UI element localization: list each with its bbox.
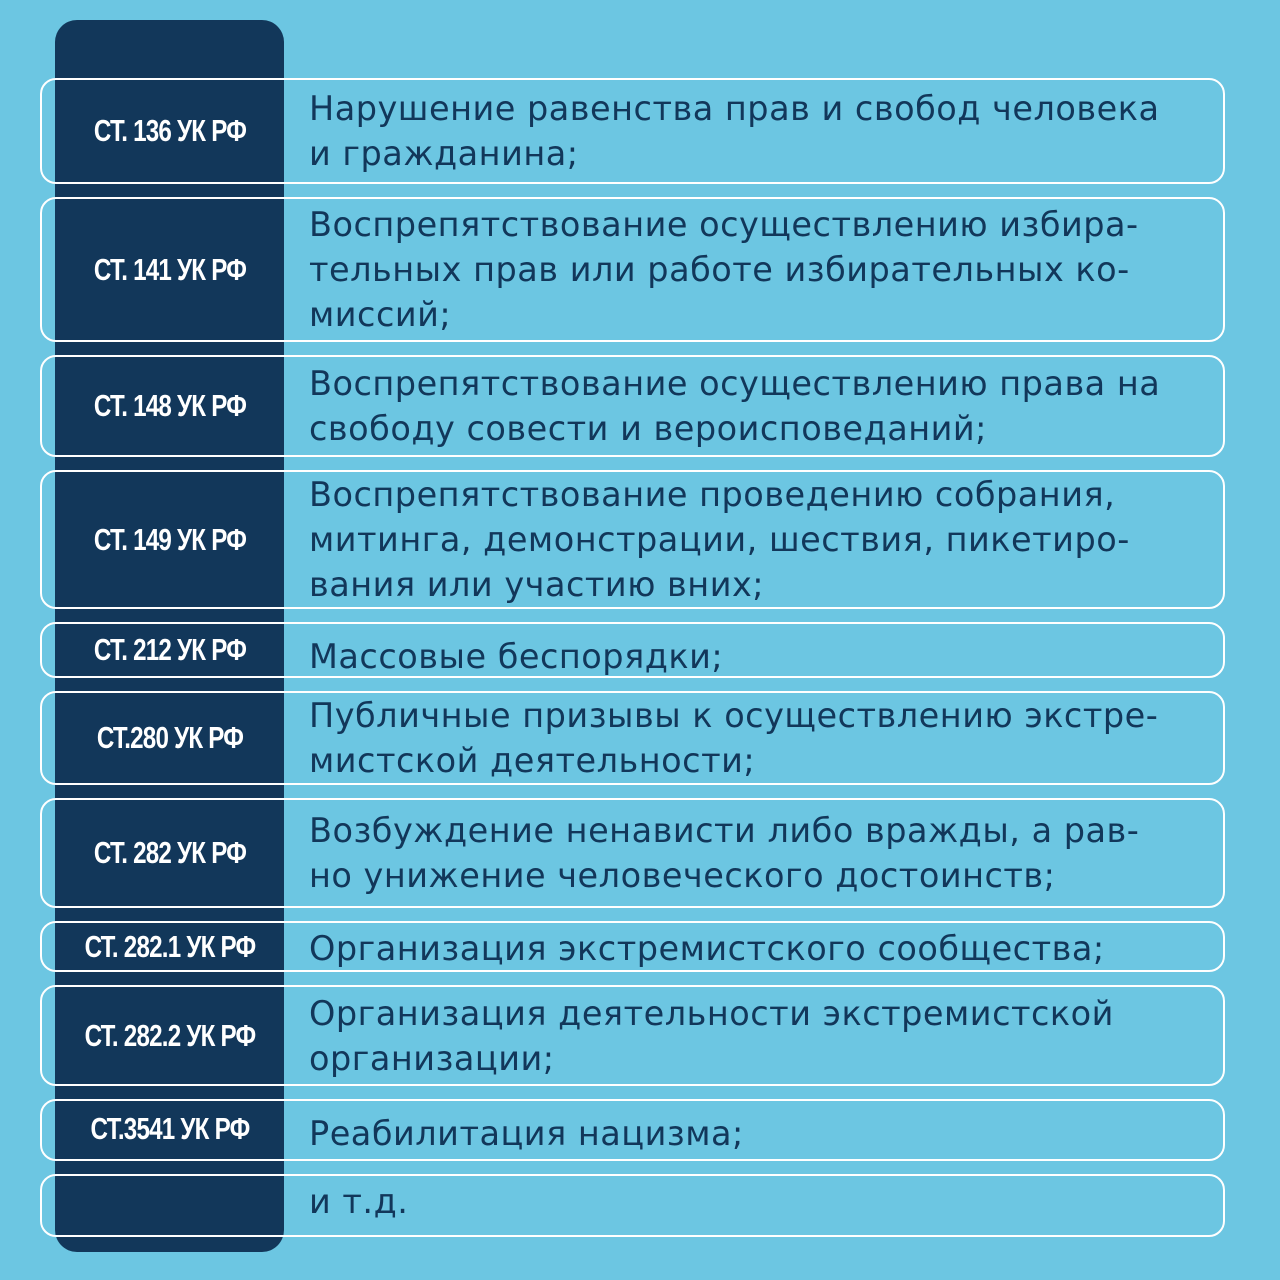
article-description [309, 357, 1214, 455]
description-line: организации; [309, 1038, 555, 1078]
article-description [309, 1106, 1214, 1161]
description-line: свободу совести и вероисповеданий; [309, 409, 987, 448]
article-description [309, 80, 1214, 182]
article-description [309, 472, 1214, 607]
article-description [309, 693, 1214, 783]
article-code: СТ. 148 УК РФ [93, 388, 247, 423]
description-line: Нарушение равенства прав и свобод человека [309, 89, 1160, 128]
description-line: Возбуждение ненависти либо вражды, а рав- [309, 811, 1140, 850]
description-line: митинга, демонстрации, шествия, пикетиро- [309, 520, 1130, 559]
article-code [81, 1176, 259, 1235]
article-code: СТ. 141 УК РФ [93, 251, 247, 287]
article-code: СТ. 149 УК РФ [93, 521, 247, 557]
article-description [309, 199, 1214, 340]
description-line: Организация деятельности экстремистской [309, 993, 1114, 1033]
article-code: СТ. 212 УК РФ [93, 632, 247, 667]
description-line: Публичные призывы к осуществлению экстре- [309, 696, 1159, 735]
article-description [309, 925, 1214, 972]
description-line: Массовые беспорядки; [309, 636, 724, 676]
article-description [309, 1172, 1214, 1231]
description-line: мистской деятельности; [309, 741, 756, 780]
description-line: Реабилитация нацизма; [309, 1114, 744, 1153]
description-line: и т.д. [309, 1182, 409, 1221]
description-line: Воспрепятствование осуществлению избира- [309, 205, 1139, 244]
description-line: и гражданина; [309, 134, 579, 173]
description-line: Воспрепятствование проведению собрания, [309, 475, 1116, 514]
description-line: тельных прав или работе избирательных ко- [309, 250, 1130, 289]
description-line: но унижение человеческого достоинств; [309, 856, 1056, 895]
article-description [309, 987, 1214, 1084]
description-line: миссий; [309, 295, 452, 334]
article-description [309, 800, 1214, 906]
description-line: Воспрепятствование осуществлению права на [309, 364, 1161, 403]
article-description [309, 630, 1214, 682]
article-code: СТ. 282.2 УК РФ [84, 1017, 256, 1053]
description-line: вания или участию вних; [309, 565, 765, 604]
article-code: СТ.3541 УК РФ [90, 1110, 250, 1146]
article-code: СТ. 136 УК РФ [93, 113, 247, 148]
article-code: СТ. 282.1 УК РФ [84, 928, 256, 964]
article-code: СТ. 282 УК РФ [93, 835, 247, 870]
description-line: Организация экстремистского сообщества; [309, 929, 1105, 968]
article-code: СТ.280 УК РФ [96, 720, 244, 755]
